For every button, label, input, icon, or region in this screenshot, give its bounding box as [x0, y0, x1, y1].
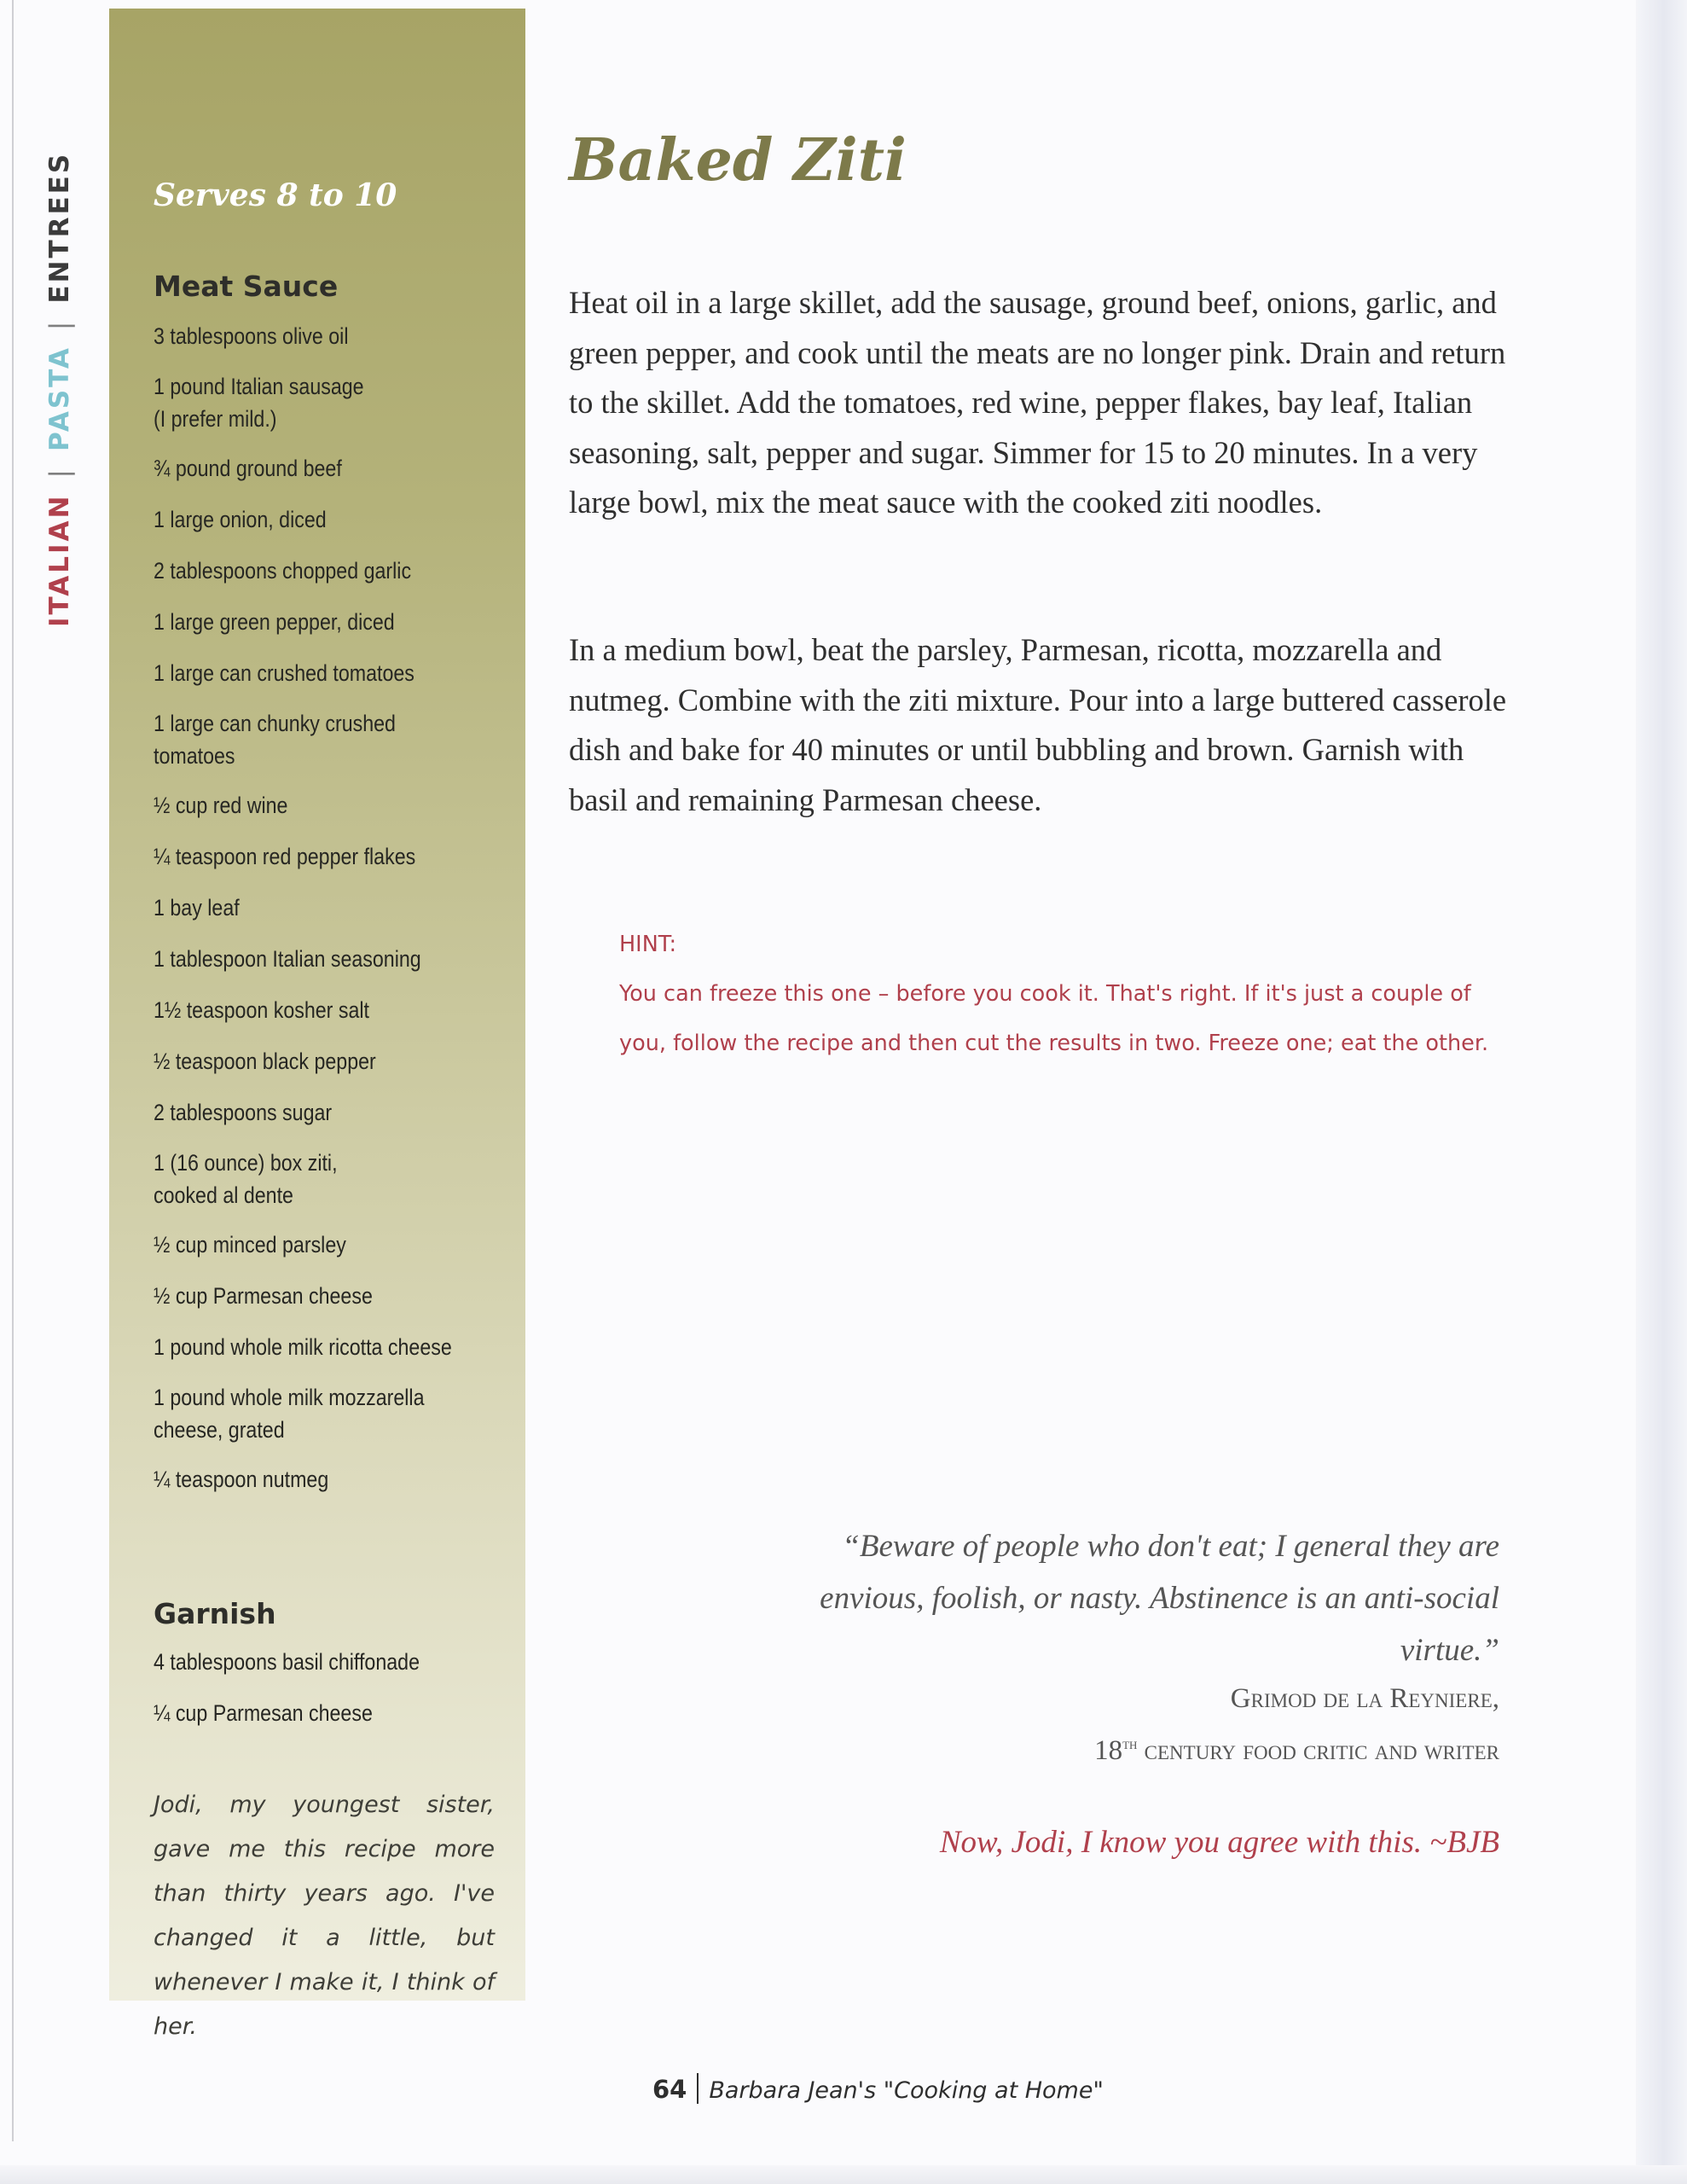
ingredient-item: 1 pound Italian sausage (I prefer mild.)	[154, 374, 364, 432]
category-separator: |	[44, 318, 75, 331]
category-course: PASTA	[44, 346, 75, 452]
quote-author-role	[732, 1735, 1499, 1767]
ingredient-item: ¼ teaspoon nutmeg	[154, 1467, 329, 1492]
category-cuisine: ITALIAN	[44, 493, 75, 627]
meat-sauce-list	[154, 319, 520, 1513]
ingredient-item: 1 (16 ounce) box ziti, cooked al dente	[154, 1150, 338, 1208]
ingredient-item: ½ cup red wine	[154, 793, 288, 818]
ingredient-item: 1 bay leaf	[154, 895, 240, 921]
directions-paragraph-2: In a medium bowl, beat the parsley, Parmesan, ricotta, mozzarella and nutmeg. Combine with the ziti mixture. Pour into a large buttered casserole dish and bake for 40 minutes or until bubbling and brown. Garnish with basil and remaining Parmesan cheese.	[569, 632, 1507, 817]
ingredient-item: 1 large onion, diced	[154, 507, 327, 532]
recipe-title: Baked Ziti	[569, 126, 907, 195]
ingredient-item: ½ teaspoon black pepper	[154, 1048, 376, 1074]
page-edge-shadow	[1636, 0, 1687, 2184]
side-note: Jodi, my youngest sister, gave me this recipe more than thirty years ago. I've changed it a little, but whenever I make it, I think of her.	[154, 1792, 495, 2040]
ingredient-item: 2 tablespoons sugar	[154, 1100, 333, 1125]
page-number: 64	[652, 2075, 687, 2104]
ingredient-item: 2 tablespoons chopped garlic	[154, 558, 412, 584]
ingredient-item: 1 pound whole milk ricotta cheese	[154, 1334, 452, 1360]
ingredient-item: 1 large can chunky crushed tomatoes	[154, 711, 396, 769]
garnish-heading: Garnish	[154, 1597, 276, 1630]
category-tab	[44, 152, 75, 627]
ingredient-item: 1½ teaspoon kosher salt	[154, 997, 370, 1023]
ingredients-column	[109, 9, 525, 2040]
author-role-suffix: th	[1122, 1735, 1138, 1752]
signoff: Now, Jodi, I know you agree with this. ~BJB	[939, 1825, 1499, 1860]
footer-divider	[697, 2073, 699, 2104]
quote-text: “Beware of people who don't eat; I general they are envious, foolish, or nasty. Abstinence is an anti-social virtue.”	[820, 1529, 1499, 1668]
ingredient-item: 4 tablespoons basil chiffonade	[154, 1649, 420, 1675]
ingredient-item: 1 pound whole milk mozzarella cheese, grated	[154, 1385, 425, 1443]
ingredient-item: ¾ pound ground beef	[154, 456, 342, 481]
hint-box	[619, 920, 1489, 1068]
ingredient-item: 1 large can crushed tomatoes	[154, 660, 415, 686]
meat-sauce-heading: Meat Sauce	[154, 270, 339, 303]
ingredient-item: 1 tablespoon Italian seasoning	[154, 946, 421, 972]
directions-paragraph-1: Heat oil in a large skillet, add the sausage, ground beef, onions, garlic, and green pepper, and cook until the meats are no longer pink. Drain and return to the skillet. Add the tomatoes, red wine, pepper flakes, bay leaf, Italian seasoning, salt, pepper and sugar. Simmer for 15 to 20 minutes. In a very large bowl, mix the meat sauce with the cooked ziti noodles.	[569, 285, 1506, 520]
quote-author: Grimod de la Reyniere,	[1230, 1683, 1499, 1714]
category-type: ENTREES	[44, 151, 75, 304]
hint-text: You can freeze this one – before you cook it. That's right. If it's just a couple of you, follow the recipe and then cut the results in two. Freeze one; eat the other.	[619, 981, 1489, 1056]
serves-label: Serves 8 to 10	[154, 177, 397, 213]
ingredient-item: 3 tablespoons olive oil	[154, 323, 349, 349]
author-role-ordinal: 18	[1094, 1735, 1123, 1766]
page-bottom-edge	[0, 2165, 1687, 2184]
category-separator: |	[44, 467, 75, 479]
author-role-rest: century food critic and writer	[1137, 1735, 1499, 1766]
ingredient-item: ½ cup minced parsley	[154, 1232, 346, 1258]
ingredient-item: 1 large green pepper, diced	[154, 609, 395, 635]
hint-label: HINT:	[619, 932, 677, 957]
garnish-list	[154, 1645, 520, 1747]
binding-rule	[12, 0, 14, 2141]
ingredient-item: ¼ cup Parmesan cheese	[154, 1700, 373, 1726]
ingredient-item: ¼ teaspoon red pepper flakes	[154, 844, 416, 869]
book-title: Barbara Jean's "Cooking at Home"	[709, 2077, 1104, 2104]
page-footer	[652, 2073, 1104, 2104]
ingredient-item: ½ cup Parmesan cheese	[154, 1283, 373, 1309]
